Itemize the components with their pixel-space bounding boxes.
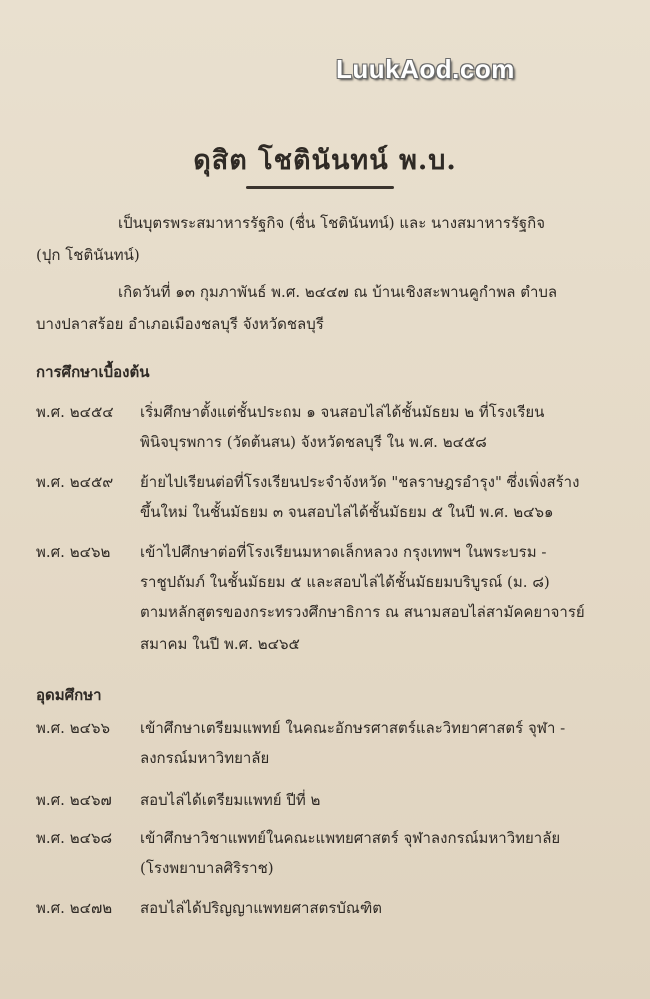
entry-year: พ.ศ. ๒๔๖๒ (36, 543, 111, 561)
intro-line-2: (ปุก โชตินันทน์) (36, 246, 140, 264)
title-divider (246, 186, 394, 189)
entry-text-line: เข้าศึกษาเตรียมแพทย์ ในคณะอักษรศาสตร์และวิทยาศาสตร์ จุฬา - (140, 719, 566, 737)
entry-text-line: ขึ้นใหม่ ในชั้นมัธยม ๓ จนสอบไล่ได้ชั้นมัธยม ๕ ในปี พ.ศ. ๒๔๖๑ (140, 503, 554, 521)
entry-year: พ.ศ. ๒๔๗๒ (36, 899, 113, 917)
entry-text-line: เข้าศึกษาวิชาแพทย์ในคณะแพทยศาสตร์ จุฬาลงกรณ์มหาวิทยาลัย (140, 829, 561, 847)
entry-text-line: ตามหลักสูตรของกระทรวงศึกษาธิการ ณ สนามสอบไล่สามัคคยาจารย์ (140, 603, 585, 621)
section-heading-higher-education: อุดมศึกษา (36, 686, 102, 704)
entry-year: พ.ศ. ๒๔๕๔ (36, 403, 114, 421)
entry-year: พ.ศ. ๒๔๖๗ (36, 791, 112, 809)
intro-line-1: เป็นบุตรพระสมาหารรัฐกิจ (ชื่น โชตินันทน์) และ นางสมาหารรัฐกิจ (118, 214, 546, 232)
entry-text-line: เริ่มศึกษาตั้งแต่ชั้นประถม ๑ จนสอบไล่ได้ชั้นมัธยม ๒ ที่โรงเรียน (140, 403, 545, 421)
entry-year: พ.ศ. ๒๔๕๙ (36, 473, 114, 491)
entry-text-line: เข้าไปศึกษาต่อที่โรงเรียนมหาดเล็กหลวง กรุงเทพฯ ในพระบรม - (140, 543, 547, 561)
entry-text-line: พินิจบุรพการ (วัดต้นสน) จังหวัดชลบุรี ใน พ.ศ. ๒๔๕๘ (140, 433, 487, 451)
entry-year: พ.ศ. ๒๔๖๘ (36, 829, 113, 847)
entry-text-line: สอบไล่ได้เตรียมแพทย์ ปีที่ ๒ (140, 791, 321, 809)
watermark-logo: LuukAod.com (336, 54, 515, 84)
section-heading-basic-education: การศึกษาเบื้องต้น (36, 363, 150, 381)
entry-text-line: ลงกรณ์มหาวิทยาลัย (140, 749, 270, 767)
intro-line-4: บางปลาสร้อย อำเภอเมืองชลบุรี จังหวัดชลบุรี (36, 315, 324, 333)
entry-text-line: ย้ายไปเรียนต่อที่โรงเรียนประจำจังหวัด "ชลราษฎรอำรุง" ซึ่งเพิ่งสร้าง (140, 473, 580, 491)
entry-text-line: สมาคม ในปี พ.ศ. ๒๔๖๕ (140, 635, 300, 653)
entry-year: พ.ศ. ๒๔๖๖ (36, 719, 110, 737)
entry-text-line: ราชูปถัมภ์ ในชั้นมัธยม ๕ และสอบไล่ได้ชั้นมัธยมบริบูรณ์ (ม. ๘) (140, 573, 550, 591)
page-title: ดุสิต โชตินันทน์ พ.บ. (193, 145, 457, 176)
entry-text-line: สอบไล่ได้ปริญญาแพทยศาสตรบัณฑิต (140, 899, 383, 917)
entry-text-line: (โรงพยาบาลศิริราช) (140, 859, 274, 877)
intro-line-3: เกิดวันที่ ๑๓ กุมภาพันธ์ พ.ศ. ๒๔๔๗ ณ บ้านเชิงสะพานคูกำพล ตำบล (118, 283, 558, 301)
